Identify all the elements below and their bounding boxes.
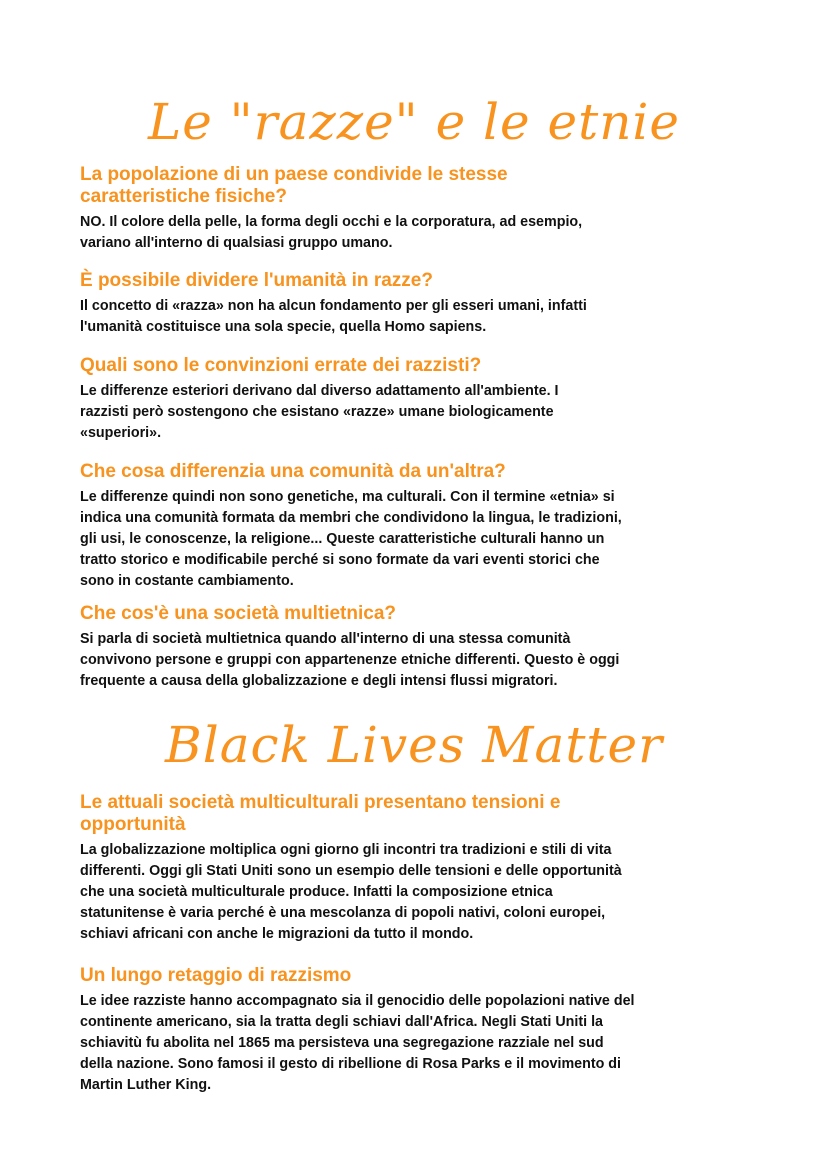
section-heading bbox=[80, 164, 770, 208]
body-line: Le differenze esteriori derivano dal diverso adattamento all'ambiente. I bbox=[80, 383, 559, 399]
heading-line: È possibile dividere l'umanità in razze? bbox=[80, 270, 433, 291]
body-line: sono in costante cambiamento. bbox=[80, 573, 294, 589]
heading-line: caratteristiche fisiche? bbox=[80, 186, 287, 207]
section-body bbox=[80, 629, 770, 692]
section-heading bbox=[80, 461, 770, 483]
section-3 bbox=[80, 355, 770, 444]
section-heading bbox=[80, 270, 770, 292]
body-line: NO. Il colore della pelle, la forma degli occhi e la corporatura, ad esempio, bbox=[80, 214, 583, 230]
body-line: La globalizzazione moltiplica ogni giorno gli incontri tra tradizioni e stili di vita bbox=[80, 842, 612, 858]
heading-line: opportunità bbox=[80, 814, 186, 835]
section-heading bbox=[80, 603, 770, 625]
body-line: Le idee razziste hanno accompagnato sia il genocidio delle popolazioni native del bbox=[80, 993, 635, 1009]
section-4 bbox=[80, 461, 770, 592]
body-line: Le differenze quindi non sono genetiche, ma culturali. Con il termine «etnia» si bbox=[80, 489, 615, 505]
body-line: continente americano, sia la tratta degli schiavi dall'Africa. Negli Stati Uniti la bbox=[80, 1014, 604, 1030]
page-title: Le "razze" e le etnie bbox=[148, 93, 680, 151]
body-line: della nazione. Sono famosi il gesto di ribellione di Rosa Parks e il movimento di bbox=[80, 1056, 622, 1072]
body-line: gli usi, le conoscenze, la religione... Queste caratteristiche culturali hanno un bbox=[80, 531, 605, 547]
heading-line: Le attuali società multiculturali presentano tensioni e bbox=[80, 792, 561, 813]
body-line: convivono persone e gruppi con appartenenze etniche differenti. Questo è oggi bbox=[80, 652, 620, 668]
heading-line: La popolazione di un paese condivide le stesse bbox=[80, 164, 508, 185]
section-title-blm: Black Lives Matter bbox=[164, 716, 663, 774]
body-line: «superiori». bbox=[80, 425, 162, 441]
heading-line: Che cos'è una società multietnica? bbox=[80, 603, 396, 624]
body-line: razzisti però sostengono che esistano «razze» umane biologicamente bbox=[80, 404, 554, 420]
section-body bbox=[80, 296, 770, 338]
heading-line: Che cosa differenzia una comunità da un'altra? bbox=[80, 461, 506, 482]
section-1 bbox=[80, 164, 770, 254]
section-body bbox=[80, 381, 770, 444]
section-2 bbox=[80, 270, 770, 338]
section-6 bbox=[80, 792, 770, 945]
body-line: Martin Luther King. bbox=[80, 1077, 212, 1093]
body-line: statunitense è varia perché è una mescolanza di popoli nativi, coloni europei, bbox=[80, 905, 606, 921]
section-body bbox=[80, 487, 770, 592]
body-line: indica una comunità formata da membri che condividono la lingua, le tradizioni, bbox=[80, 510, 622, 526]
body-line: schiavitù fu abolita nel 1865 ma persisteva una segregazione razziale nel sud bbox=[80, 1035, 604, 1051]
section-heading bbox=[80, 792, 770, 836]
section-body bbox=[80, 212, 770, 254]
heading-line: Un lungo retaggio di razzismo bbox=[80, 965, 352, 986]
section-5 bbox=[80, 603, 770, 692]
section-body bbox=[80, 991, 770, 1096]
body-line: schiavi africani con anche le migrazioni da tutto il mondo. bbox=[80, 926, 474, 942]
section-heading bbox=[80, 965, 770, 987]
body-line: Il concetto di «razza» non ha alcun fondamento per gli esseri umani, infatti bbox=[80, 298, 587, 314]
section-7 bbox=[80, 965, 770, 1096]
heading-line: Quali sono le convinzioni errate dei razzisti? bbox=[80, 355, 482, 376]
body-line: frequente a causa della globalizzazione e degli intensi flussi migratori. bbox=[80, 673, 558, 689]
body-line: tratto storico e modificabile perché si sono formate da vari eventi storici che bbox=[80, 552, 600, 568]
section-body bbox=[80, 840, 770, 945]
body-line: variano all'interno di qualsiasi gruppo umano. bbox=[80, 235, 393, 251]
section-heading bbox=[80, 355, 770, 377]
body-line: l'umanità costituisce una sola specie, quella Homo sapiens. bbox=[80, 319, 487, 335]
body-line: differenti. Oggi gli Stati Uniti sono un esempio delle tensioni e delle opportunità bbox=[80, 863, 622, 879]
body-line: Si parla di società multietnica quando all'interno di una stessa comunità bbox=[80, 631, 571, 647]
body-line: che una società multiculturale produce. Infatti la composizione etnica bbox=[80, 884, 553, 900]
